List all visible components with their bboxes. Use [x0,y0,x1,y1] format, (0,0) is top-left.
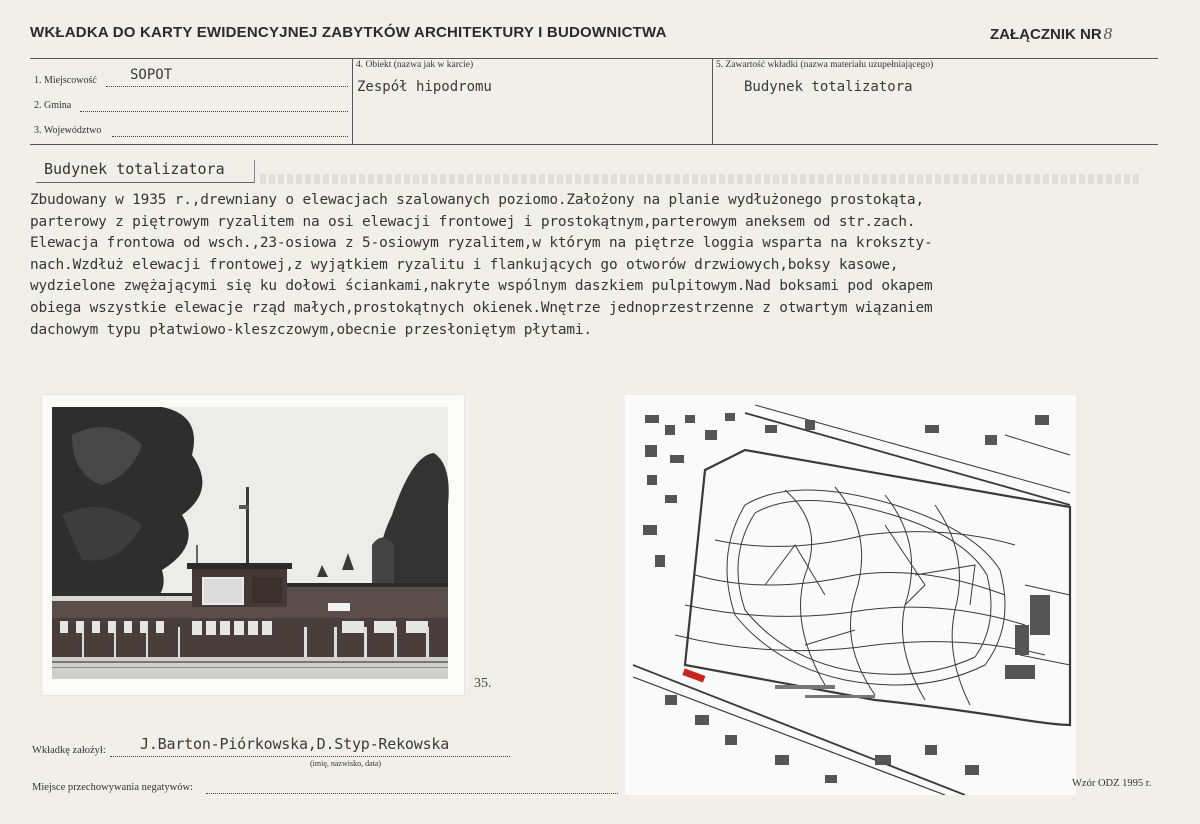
negatywy-line [206,793,618,794]
zalozyl-value: J.Barton-Piórkowska,D.Styp-Rekowska [140,735,450,753]
gmina-label: 2. Gmina [34,100,72,111]
section-title-bracket [254,160,255,183]
form-divider-2 [712,58,713,144]
template-version: Wzór ODZ 1995 r. [1072,778,1152,789]
photo-number: 35. [474,676,492,691]
zawartosc-value: Budynek totalizatora [744,79,913,95]
miejscowosc-value: SOPOT [130,67,173,83]
obiekt-label: 4. Obiekt (nazwa jak w karcie) [356,60,474,70]
gmina-line [80,111,348,112]
description-line: parterowy z piętrowym ryzalitem na osi elewacji frontowej i prostokątnym,parterowym aneksem od str.zach. [30,213,916,230]
negatywy-label: Miejsce przechowywania negatywów: [32,782,193,793]
description-text [30,190,1180,341]
zalozyl-label: Wkładkę założył: [32,745,106,756]
miejscowosc-line [106,86,348,87]
description-line: Elewacja frontowa od wsch.,23-osiowa z 5-osiowym ryzalitem,w którym na piętrze loggia wsparta na krokszty- [30,235,933,252]
site-map [625,395,1076,795]
obiekt-value: Zespół hipodromu [357,79,492,95]
miejscowosc-label: 1. Miejscowość [34,75,97,86]
building-photo-image [42,395,464,695]
form-bottom-border [30,144,1158,145]
description-line: dachowym typu płatwiowo-kleszczowym,obecnie przesłoniętym płytami. [30,321,592,338]
annex-label: ZAŁĄCZNIK NR [990,26,1102,43]
site-map-image [625,395,1076,795]
section-title: Budynek totalizatora [44,160,225,178]
form-title: WKŁADKA DO KARTY EWIDENCYJNEJ ZABYTKÓW ARCHITEKTURY I BUDOWNICTWA [30,24,667,41]
zalozyl-line [110,756,510,757]
description-line: Zbudowany w 1935 r.,drewniany o elewacjach szalowanych poziomo.Założony na planie wydłużonego prostokąta, [30,192,924,208]
wojewodztwo-line [112,136,348,137]
form-top-border [30,58,1158,59]
annex-number [990,24,1112,44]
description-line: nach.Wzdłuż elewacji frontowej,z wyjątkiem ryzalitu i flankujących go otworów drzwiowych,boksy kasowe, [30,256,899,273]
wojewodztwo-label: 3. Województwo [34,125,102,136]
building-photo [42,395,464,695]
zawartosc-label: 5. Zawartość wkładki (nazwa materiału uzupełniającego) [716,60,934,70]
description-line: obiega wszystkie elewacje rząd małych,prostokątnych okienek.Wnętrze jednoprzestrzenne z otwartym wiązaniem [30,299,933,316]
form-divider-1 [352,58,353,144]
annex-number-value: 8 [1103,24,1113,43]
ghost-text-overprint [260,174,1140,184]
zalozyl-hint: (imię, nazwisko, data) [310,759,382,768]
description-line: wydzielone zwężającymi się ku dołowi ściankami,nakryte wspólnym daszkiem pulpitowym.Nad boksami pod okapem [30,278,933,295]
section-title-underline [36,182,254,183]
